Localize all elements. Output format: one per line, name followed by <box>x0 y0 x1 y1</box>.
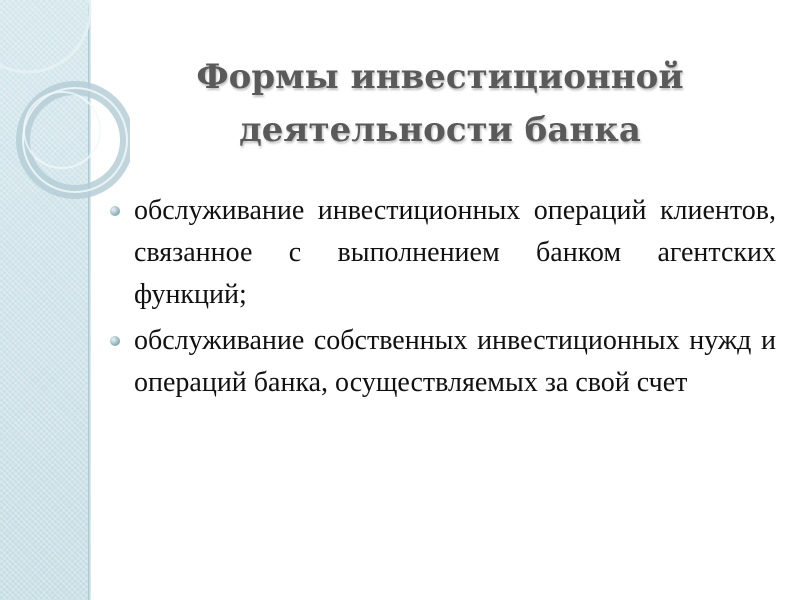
bullet-item <box>108 320 776 404</box>
bullet-text: обслуживание инвестиционных операций клиентов, связанное с выполнением банком агентских функций; <box>134 195 776 310</box>
bullet-list <box>108 190 776 408</box>
bullet-item <box>108 190 776 316</box>
slide-title: Формы инвестиционной деятельности банка <box>196 56 684 150</box>
circle-bullet-icon <box>110 336 120 346</box>
bullet-text: обслуживание собственных инвестиционных нужд и операций банка, осуществляемых за свой счет <box>134 325 776 398</box>
circle-bullet-icon <box>110 206 120 216</box>
